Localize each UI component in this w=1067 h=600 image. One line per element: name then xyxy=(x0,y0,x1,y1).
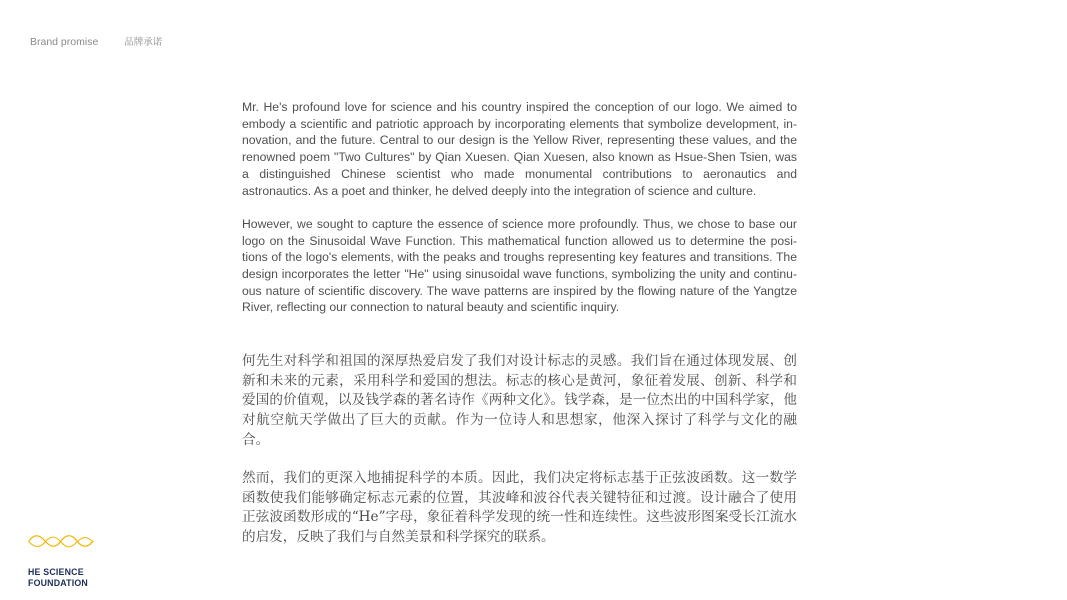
logo-wordmark xyxy=(28,567,118,589)
main-content xyxy=(242,99,797,547)
chinese-paragraph-2: 然而，我们的更深入地捕捉科学的本质。因此，我们决定将标志基于正弦波函数。这一数学函数使我们能够确定标志元素的位置，其波峰和波谷代表关键特征和过渡。设计融合了使用正弦波函数形成的“He”字母，象征着科学发现的统一性和连续性。这些波形图案受长江流水的启发，反映了我们与自然美景和科学探究的联系。 xyxy=(242,470,797,545)
section-title-en: Brand promise xyxy=(30,36,99,48)
chinese-text xyxy=(242,352,797,547)
page-header xyxy=(30,34,162,48)
logo-line-2: FOUNDATION xyxy=(28,578,88,588)
english-text xyxy=(242,99,797,316)
chinese-paragraph-1: 何先生对科学和祖国的深厚热爱启发了我们对设计标志的灵感。我们旨在通过体现发展、创新和未来的元素，采用科学和爱国的想法。标志的核心是黄河，象征着发展、创新、科学和爱国的价值观，以及钱学森的著名诗作《两种文化》。钱学森，是一位杰出的中国科学家，他对航空航天学做出了巨大的贡献。作为一位诗人和思想家，他深入探讨了科学与文化的融合。 xyxy=(242,353,797,448)
logo-line-1: HE SCIENCE xyxy=(28,567,84,577)
english-paragraph-2: However, we sought to capture the essence of science more profoundly. Thus, we chose to base our logo on the Sinusoidal Wave Function. This mathematical function allowed us to determine the positions of the logo's elements, with the peaks and troughs representing key features and transitions. The design incorporates the letter "He" using sinusoidal wave functions, symbolizing the unity and continuous nature of scientific discovery. The wave patterns are inspired by the flowing nature of the Yangtze River, reflecting our connection to natural beauty and scientific inquiry. xyxy=(242,216,797,315)
english-paragraph-1: Mr. He's profound love for science and his country inspired the conception of our logo. We aimed to embody a scientific and patriotic approach by incorporating elements that symbolize development, innovation, and the future. Central to our design is the Yellow River, representing these values, and the renowned poem "Two Cultures" by Qian Xuesen. Qian Xuesen, also known as Hsue-Shen Tsien, was a distinguished Chinese scientist who made monumental contributions to aeronautics and astronautics. As a poet and thinker, he delved deeply into the integration of science and culture. xyxy=(242,100,797,198)
he-science-foundation-logo xyxy=(28,533,118,589)
section-title-zh: 品牌承诺 xyxy=(124,37,163,48)
sine-wave-logo-icon xyxy=(28,533,94,551)
